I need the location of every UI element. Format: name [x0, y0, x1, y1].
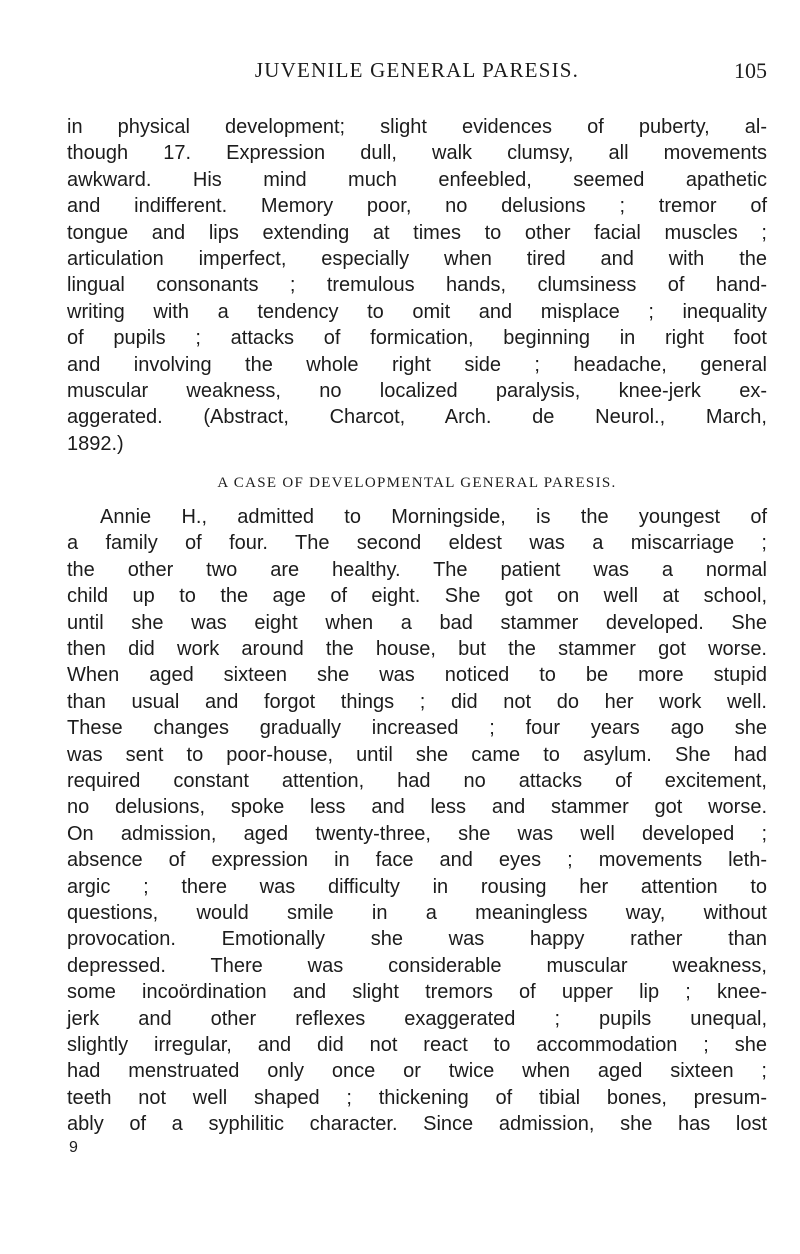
text-line: and indifferent. Memory poor, no delusions ; tremor of	[67, 195, 767, 218]
book-page	[67, 58, 767, 1159]
text-line: articulation imperfect, especially when tired and with the	[67, 247, 767, 270]
section-heading: A CASE OF DEVELOPMENTAL GENERAL PARESIS.	[217, 475, 617, 492]
text-line: ably of a syphilitic character. Since admission, she has lost	[67, 1113, 767, 1136]
text-line: teeth not well shaped ; thickening of tibial bones, presum-	[67, 1086, 767, 1109]
text-line: then did work around the house, but the stammer got worse.	[67, 638, 767, 661]
text-line: questions, would smile in a meaningless way, without	[67, 901, 767, 924]
text-line: aggerated. (Abstract, Charcot, Arch. de Neurol., March,	[67, 406, 767, 429]
text-line: 1892.)	[67, 432, 124, 455]
text-line: These changes gradually increased ; four years ago she	[67, 717, 767, 740]
text-line: tongue and lips extending at times to other facial muscles ;	[67, 221, 767, 244]
text-line: depressed. There was considerable muscular weakness,	[67, 954, 767, 977]
text-line: slightly irregular, and did not react to accommodation ; she	[67, 1033, 767, 1056]
text-line: a family of four. The second eldest was a miscarriage ;	[67, 532, 767, 555]
text-line: than usual and forgot things ; did not do her work well.	[67, 690, 767, 713]
text-line: When aged sixteen she was noticed to be more stupid	[67, 664, 767, 687]
text-line: child up to the age of eight. She got on well at school,	[67, 585, 767, 608]
text-line: had menstruated only once or twice when aged sixteen ;	[67, 1060, 767, 1083]
text-line: lingual consonants ; tremulous hands, clumsiness of hand-	[67, 274, 767, 297]
text-line: argic ; there was difficulty in rousing her attention to	[67, 875, 767, 898]
running-title: JUVENILE GENERAL PARESIS.	[254, 58, 580, 82]
running-head	[67, 58, 767, 98]
text-line: absence of expression in face and eyes ; movements leth-	[67, 849, 767, 872]
text-line: though 17. Expression dull, walk clumsy, all movements	[67, 142, 767, 165]
signature-mark: 9	[69, 1139, 78, 1157]
text-line: and involving the whole right side ; headache, general	[67, 353, 767, 376]
text-line: jerk and other reflexes exaggerated ; pupils unequal,	[67, 1007, 767, 1030]
page-number: 105	[734, 58, 767, 83]
text-line: muscular weakness, no localized paralysis, knee-jerk ex-	[67, 379, 767, 402]
text-line: in physical development; slight evidences of puberty, al-	[67, 116, 767, 138]
text-line: some incoördination and slight tremors of upper lip ; knee-	[67, 981, 767, 1004]
text-line: provocation. Emotionally she was happy rather than	[67, 928, 767, 951]
text-line: the other two are healthy. The patient was a normal	[67, 558, 767, 581]
text-line: of pupils ; attacks of formication, beginning in right foot	[67, 327, 767, 350]
paragraph-annie-case	[67, 504, 767, 1137]
paragraph-case-abstract	[67, 114, 767, 457]
text-line: awkward. His mind much enfeebled, seemed apathetic	[67, 168, 767, 191]
text-line: Annie H., admitted to Morningside, is the youngest of	[100, 506, 767, 529]
text-line: was sent to poor-house, until she came to asylum. She had	[67, 743, 767, 766]
text-line: writing with a tendency to omit and misplace ; inequality	[67, 300, 767, 323]
text-line: required constant attention, had no attacks of excitement,	[67, 769, 767, 792]
text-line: until she was eight when a bad stammer developed. She	[67, 611, 767, 634]
text-line: On admission, aged twenty-three, she was well developed ;	[67, 822, 767, 845]
text-line: no delusions, spoke less and less and stammer got worse.	[67, 796, 767, 819]
